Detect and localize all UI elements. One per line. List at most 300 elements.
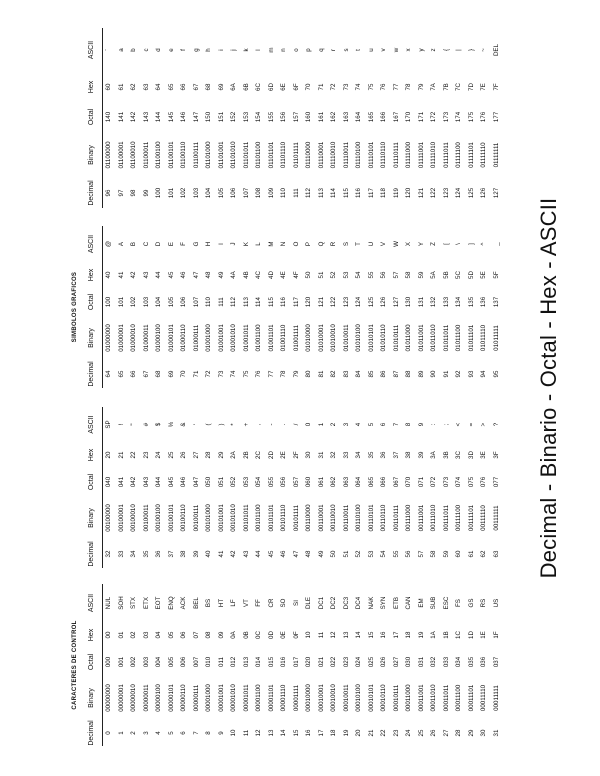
cell-ascii: FS [455, 599, 462, 607]
table-row [278, 226, 291, 388]
cell-ascii: DC3 [342, 596, 350, 610]
cell-binary: 00100011 [142, 504, 150, 532]
cell-hex: 71 [317, 83, 325, 91]
table-row [241, 28, 254, 208]
cell-ascii: GS [467, 598, 475, 608]
cell-decimal: 20 [355, 729, 362, 737]
cell-decimal: 113 [317, 188, 325, 198]
cell-octal: 076 [480, 476, 487, 488]
table-row [428, 28, 441, 208]
cell-ascii: 5 [367, 422, 375, 427]
cell-octal: 042 [130, 476, 137, 488]
cell-octal: 070 [405, 476, 412, 488]
cell-binary: 01001100 [255, 324, 262, 352]
table-row [378, 28, 391, 208]
cell-binary: 01010000 [305, 324, 312, 352]
cell-ascii: VT [242, 599, 250, 607]
cell-ascii: , [255, 423, 262, 426]
cell-ascii: STX [130, 596, 137, 610]
cell-binary: 01000010 [130, 324, 137, 352]
cell-octal: 022 [330, 656, 337, 668]
cell-hex: 69 [217, 83, 225, 91]
cell-decimal: 36 [155, 550, 162, 558]
table-row [378, 407, 391, 568]
cell-binary: 01110010 [330, 141, 337, 169]
cell-binary: 00101000 [205, 504, 212, 532]
table-row [328, 28, 341, 208]
table-row [216, 584, 229, 746]
table-row [353, 226, 366, 388]
cell-ascii: b [130, 48, 137, 52]
table-row [166, 28, 179, 208]
cell-octal: 137 [492, 296, 500, 308]
cell-binary: 00110101 [367, 504, 375, 532]
cell-hex: 22 [130, 451, 137, 459]
cell-octal: 166 [380, 111, 387, 123]
cell-ascii: ) [217, 423, 225, 426]
table-row [266, 407, 279, 568]
cell-decimal: 51 [342, 550, 350, 558]
cell-binary: 01101110 [280, 141, 287, 169]
cell-decimal: 4 [155, 731, 162, 735]
cell-binary: 01110110 [380, 141, 387, 169]
cell-octal: 152 [230, 111, 237, 123]
cell-hex: 0D [267, 631, 275, 639]
cell-octal: 055 [267, 476, 275, 488]
cell-decimal: 29 [467, 729, 475, 737]
cell-ascii: F [180, 242, 187, 246]
table-header-row [80, 407, 103, 568]
cell-ascii: H [205, 241, 212, 247]
cell-octal: 072 [430, 476, 437, 488]
section-title-control: CARACTERES DE CONTROL [72, 620, 78, 710]
table-row [353, 28, 366, 208]
cell-decimal: 117 [367, 188, 375, 198]
cell-binary: 00111100 [455, 504, 462, 532]
cell-octal: 127 [392, 296, 400, 308]
cell-ascii: { [442, 48, 450, 52]
cell-octal: 077 [492, 476, 500, 488]
cell-octal: 164 [355, 111, 362, 123]
table-row [191, 28, 204, 208]
cell-binary: 01110011 [342, 141, 350, 169]
cell-ascii: US [492, 598, 500, 608]
table-row [441, 584, 454, 746]
cell-ascii: 3 [342, 422, 350, 427]
cell-hex: 2E [280, 451, 287, 459]
cell-octal: 025 [367, 656, 375, 668]
cell-octal: 044 [155, 476, 162, 488]
cell-ascii: 0 [305, 422, 312, 427]
cell-hex: 0C [255, 631, 262, 639]
cell-octal: 125 [367, 296, 375, 308]
cell-hex: 43 [142, 271, 150, 279]
cell-octal: 141 [117, 111, 125, 123]
cell-decimal: 50 [330, 550, 337, 558]
cell-ascii: S [342, 241, 350, 247]
table-row [203, 226, 216, 388]
cell-octal: 146 [180, 111, 187, 123]
cell-hex: 63 [142, 83, 150, 91]
cell-decimal: 58 [430, 550, 437, 558]
cell-hex: 15 [367, 631, 375, 639]
table-row [428, 226, 441, 388]
cell-decimal: 65 [117, 370, 125, 378]
cell-binary: 01001001 [217, 324, 225, 352]
cell-decimal: 21 [367, 729, 375, 737]
cell-decimal: 7 [192, 731, 200, 735]
cell-hex: 06 [180, 631, 187, 639]
table-row [253, 28, 266, 208]
cell-octal: 160 [305, 111, 312, 123]
cell-binary: 01000001 [117, 324, 125, 352]
cell-octal: 151 [217, 111, 225, 123]
cell-hex: 3A [430, 451, 437, 459]
cell-octal: 026 [380, 656, 387, 668]
table-panel-graphic [72, 226, 503, 388]
cell-octal: 060 [305, 476, 312, 488]
cell-hex: 38 [405, 451, 412, 459]
cell-hex: 6B [242, 83, 250, 91]
cell-octal: 014 [255, 656, 262, 668]
cell-hex: 37 [392, 451, 400, 459]
cell-decimal: 16 [305, 729, 312, 737]
cell-hex: 21 [117, 451, 125, 459]
column-header: ASCII [80, 407, 103, 442]
cell-binary: 00101011 [242, 504, 250, 532]
cell-binary: 01001101 [267, 324, 275, 352]
table-row [128, 28, 141, 208]
cell-decimal: 100 [155, 187, 162, 199]
cell-binary: 01101011 [242, 141, 250, 169]
table-row [416, 226, 429, 388]
cell-octal: 056 [280, 476, 287, 488]
table-row [191, 584, 204, 746]
table-row [403, 226, 416, 388]
cell-octal: 002 [130, 656, 137, 668]
cell-hex: 55 [367, 271, 375, 279]
cell-octal: 161 [317, 111, 325, 123]
cell-hex: 31 [317, 451, 325, 459]
table-row [341, 28, 354, 208]
cell-hex: 7E [480, 83, 487, 91]
table-row [453, 407, 466, 568]
cell-octal: 024 [355, 656, 362, 668]
table-row [291, 584, 304, 746]
cell-octal: 121 [317, 296, 325, 308]
cell-hex: 46 [180, 271, 187, 279]
cell-decimal: 9 [217, 731, 225, 735]
cell-binary: 00000100 [155, 684, 162, 712]
cell-ascii: ! [117, 423, 125, 426]
cell-binary: 00001101 [267, 684, 275, 712]
cell-hex: 4D [267, 271, 275, 279]
cell-ascii: SO [280, 598, 287, 608]
table-row [203, 584, 216, 746]
table-row [141, 584, 154, 746]
cell-decimal: 31 [492, 729, 500, 737]
cell-binary: 01111100 [455, 142, 462, 168]
cell-binary: 00010001 [317, 684, 325, 712]
table-row [128, 407, 141, 568]
cell-decimal: 116 [355, 188, 362, 198]
cell-octal: 153 [242, 111, 250, 123]
cell-binary: 01010111 [392, 324, 400, 352]
cell-binary: 00110011 [342, 504, 350, 532]
cell-octal: 035 [467, 656, 475, 668]
ascii-table [80, 584, 503, 746]
cell-decimal: 84 [355, 370, 362, 378]
cell-ascii: Z [430, 242, 437, 246]
cell-ascii: m [267, 47, 275, 53]
column-header: ASCII [80, 584, 103, 622]
table-row [116, 28, 129, 208]
table-row [166, 584, 179, 746]
cell-octal: 140 [105, 111, 112, 123]
cell-binary: 01011011 [442, 324, 450, 352]
cell-hex: 59 [417, 271, 425, 279]
cell-binary: 00011000 [405, 684, 412, 712]
cell-decimal: 88 [405, 370, 412, 378]
cell-octal: 064 [355, 476, 362, 488]
cell-decimal: 46 [280, 550, 287, 558]
cell-hex: 23 [142, 451, 150, 459]
cell-decimal: 89 [417, 370, 425, 378]
cell-octal: 104 [155, 296, 162, 308]
cell-hex: 54 [355, 271, 362, 279]
cell-binary: 00110000 [305, 504, 312, 532]
cell-binary: 00001100 [255, 684, 262, 712]
column-header: Hex [80, 442, 103, 468]
table-row [416, 584, 429, 746]
cell-hex: 65 [167, 83, 175, 91]
cell-decimal: 45 [267, 550, 275, 558]
cell-binary: 01100110 [180, 141, 187, 169]
cell-octal: 131 [417, 296, 425, 308]
cell-binary: 00101010 [230, 504, 237, 532]
cell-binary: 00011100 [455, 684, 462, 712]
table-row [241, 407, 254, 568]
cell-binary: 00100001 [117, 504, 125, 532]
cell-hex: 1A [430, 631, 437, 639]
cell-binary: 01111011 [442, 142, 450, 168]
cell-decimal: 73 [217, 370, 225, 378]
cell-ascii: u [367, 48, 375, 52]
table-row [353, 407, 366, 568]
cell-hex: 01 [117, 631, 125, 639]
cell-binary: 01100001 [117, 141, 125, 169]
cell-octal: 145 [167, 111, 175, 123]
cell-decimal: 104 [205, 187, 212, 199]
cell-ascii: LF [230, 599, 237, 607]
cell-octal: 043 [142, 476, 150, 488]
cell-octal: 157 [292, 111, 300, 123]
cell-decimal: 99 [142, 189, 150, 197]
table-row [141, 28, 154, 208]
cell-ascii: p [305, 48, 312, 52]
cell-octal: 155 [267, 111, 275, 123]
cell-hex: 64 [155, 83, 162, 91]
cell-decimal: 121 [417, 187, 425, 199]
cell-octal: 075 [467, 476, 475, 488]
cell-ascii: 9 [417, 422, 425, 427]
cell-decimal: 98 [130, 189, 137, 197]
cell-hex: 74 [355, 83, 362, 91]
cell-decimal: 12 [255, 729, 262, 737]
table-row [278, 407, 291, 568]
cell-hex: 34 [355, 451, 362, 459]
cell-ascii: # [142, 422, 150, 427]
cell-hex: 41 [117, 271, 125, 279]
cell-hex: 5A [430, 271, 437, 279]
cell-decimal: 105 [217, 187, 225, 199]
cell-ascii: J [230, 242, 237, 246]
column-header: Binary [80, 496, 103, 540]
cell-binary: 01100000 [105, 141, 112, 169]
cell-binary: 00001110 [280, 684, 287, 712]
cell-hex: 05 [167, 631, 175, 639]
cell-ascii: I [217, 243, 225, 245]
cell-binary: 00001111 [292, 684, 300, 712]
column-header: Hex [80, 622, 103, 648]
cell-hex: 58 [405, 271, 412, 279]
cell-ascii: [ [442, 243, 450, 245]
table-row [128, 226, 141, 388]
cell-decimal: 101 [167, 187, 175, 199]
cell-binary: 01101111 [292, 142, 300, 168]
cell-hex: 25 [167, 451, 175, 459]
cell-hex: 32 [330, 451, 337, 459]
cell-binary: 01111101 [467, 142, 475, 168]
cell-octal: 163 [342, 111, 350, 123]
table-row [116, 584, 129, 746]
table-row [466, 28, 479, 208]
cell-decimal: 5 [167, 731, 175, 735]
cell-binary: 00110111 [392, 504, 400, 532]
cell-ascii: $ [155, 422, 162, 427]
cell-octal: 020 [305, 656, 312, 668]
cell-decimal: 118 [380, 188, 387, 198]
cell-hex: 4F [292, 271, 300, 279]
cell-hex: 7D [467, 83, 475, 91]
table-row [203, 28, 216, 208]
cell-decimal: 87 [392, 370, 400, 378]
cell-ascii: HT [217, 598, 225, 608]
table-row [453, 584, 466, 746]
table-row [141, 226, 154, 388]
column-header: Hex [80, 262, 103, 288]
table-row [228, 226, 241, 388]
cell-binary: 01100010 [130, 141, 137, 169]
cell-ascii: DC4 [355, 596, 362, 610]
cell-octal: 066 [380, 476, 387, 488]
cell-ascii: ^ [480, 242, 487, 246]
cell-decimal: 34 [130, 550, 137, 558]
cell-octal: 120 [305, 296, 312, 308]
table-row [241, 584, 254, 746]
cell-ascii: % [167, 421, 175, 428]
table-row [303, 584, 316, 746]
cell-hex: 68 [205, 83, 212, 91]
table-row [478, 226, 491, 388]
cell-octal: 165 [367, 111, 375, 123]
cell-octal: 063 [342, 476, 350, 488]
column-header: ASCII [80, 28, 103, 72]
cell-ascii: a [117, 48, 125, 52]
cell-hex: 29 [217, 451, 225, 459]
cell-binary: 01010010 [330, 324, 337, 352]
cell-decimal: 25 [417, 729, 425, 737]
cell-decimal: 48 [305, 550, 312, 558]
cell-binary: 00010111 [392, 684, 400, 712]
table-row [278, 584, 291, 746]
column-header: Decimal [80, 360, 103, 388]
cell-ascii: } [467, 48, 475, 52]
cell-decimal: 92 [455, 370, 462, 378]
cell-decimal: 43 [242, 550, 250, 558]
cell-octal: 052 [230, 476, 237, 488]
cell-decimal: 108 [255, 187, 262, 199]
cell-binary: 00111010 [430, 504, 437, 532]
cell-hex: 1D [467, 631, 475, 639]
cell-ascii: BS [205, 598, 212, 608]
table-row [428, 407, 441, 568]
table-row [303, 28, 316, 208]
cell-octal: 054 [255, 476, 262, 488]
cell-decimal: 103 [192, 187, 200, 199]
cell-hex: 1E [480, 631, 487, 639]
cell-binary: 01110001 [317, 141, 325, 169]
cell-binary: 00101100 [255, 504, 262, 532]
ascii-table [80, 407, 503, 568]
table-row [378, 584, 391, 746]
cell-hex: 6C [255, 83, 262, 91]
table-row [316, 28, 329, 208]
cell-ascii: x [405, 48, 412, 52]
cell-decimal: 41 [217, 550, 225, 558]
cell-hex: 77 [392, 83, 400, 91]
cell-decimal: 82 [330, 370, 337, 378]
table-row [153, 28, 166, 208]
cell-octal: 067 [392, 476, 400, 488]
cell-hex: 19 [417, 631, 425, 639]
cell-octal: 112 [230, 297, 237, 307]
cell-binary: 01111010 [430, 141, 437, 169]
cell-ascii: / [292, 423, 300, 426]
table-row [178, 226, 191, 388]
cell-octal: 123 [342, 296, 350, 308]
cell-octal: 101 [117, 296, 125, 308]
cell-decimal: 22 [380, 729, 387, 737]
cell-hex: 5C [455, 271, 462, 279]
cell-hex: 5B [442, 271, 450, 279]
cell-binary: 01001011 [242, 324, 250, 352]
cell-ascii: 2 [330, 422, 337, 427]
cell-octal: 113 [242, 297, 250, 307]
cell-ascii: 7 [392, 422, 400, 427]
cell-decimal: 123 [442, 187, 450, 199]
cell-octal: 142 [130, 111, 137, 123]
cell-hex: 6F [292, 83, 300, 91]
cell-hex: 79 [417, 83, 425, 91]
table-row [391, 407, 404, 568]
cell-decimal: 124 [455, 187, 462, 199]
cell-decimal: 106 [230, 187, 237, 199]
table-row [316, 584, 329, 746]
cell-ascii: ESC [442, 596, 450, 610]
cell-decimal: 18 [330, 729, 337, 737]
table-row [141, 407, 154, 568]
